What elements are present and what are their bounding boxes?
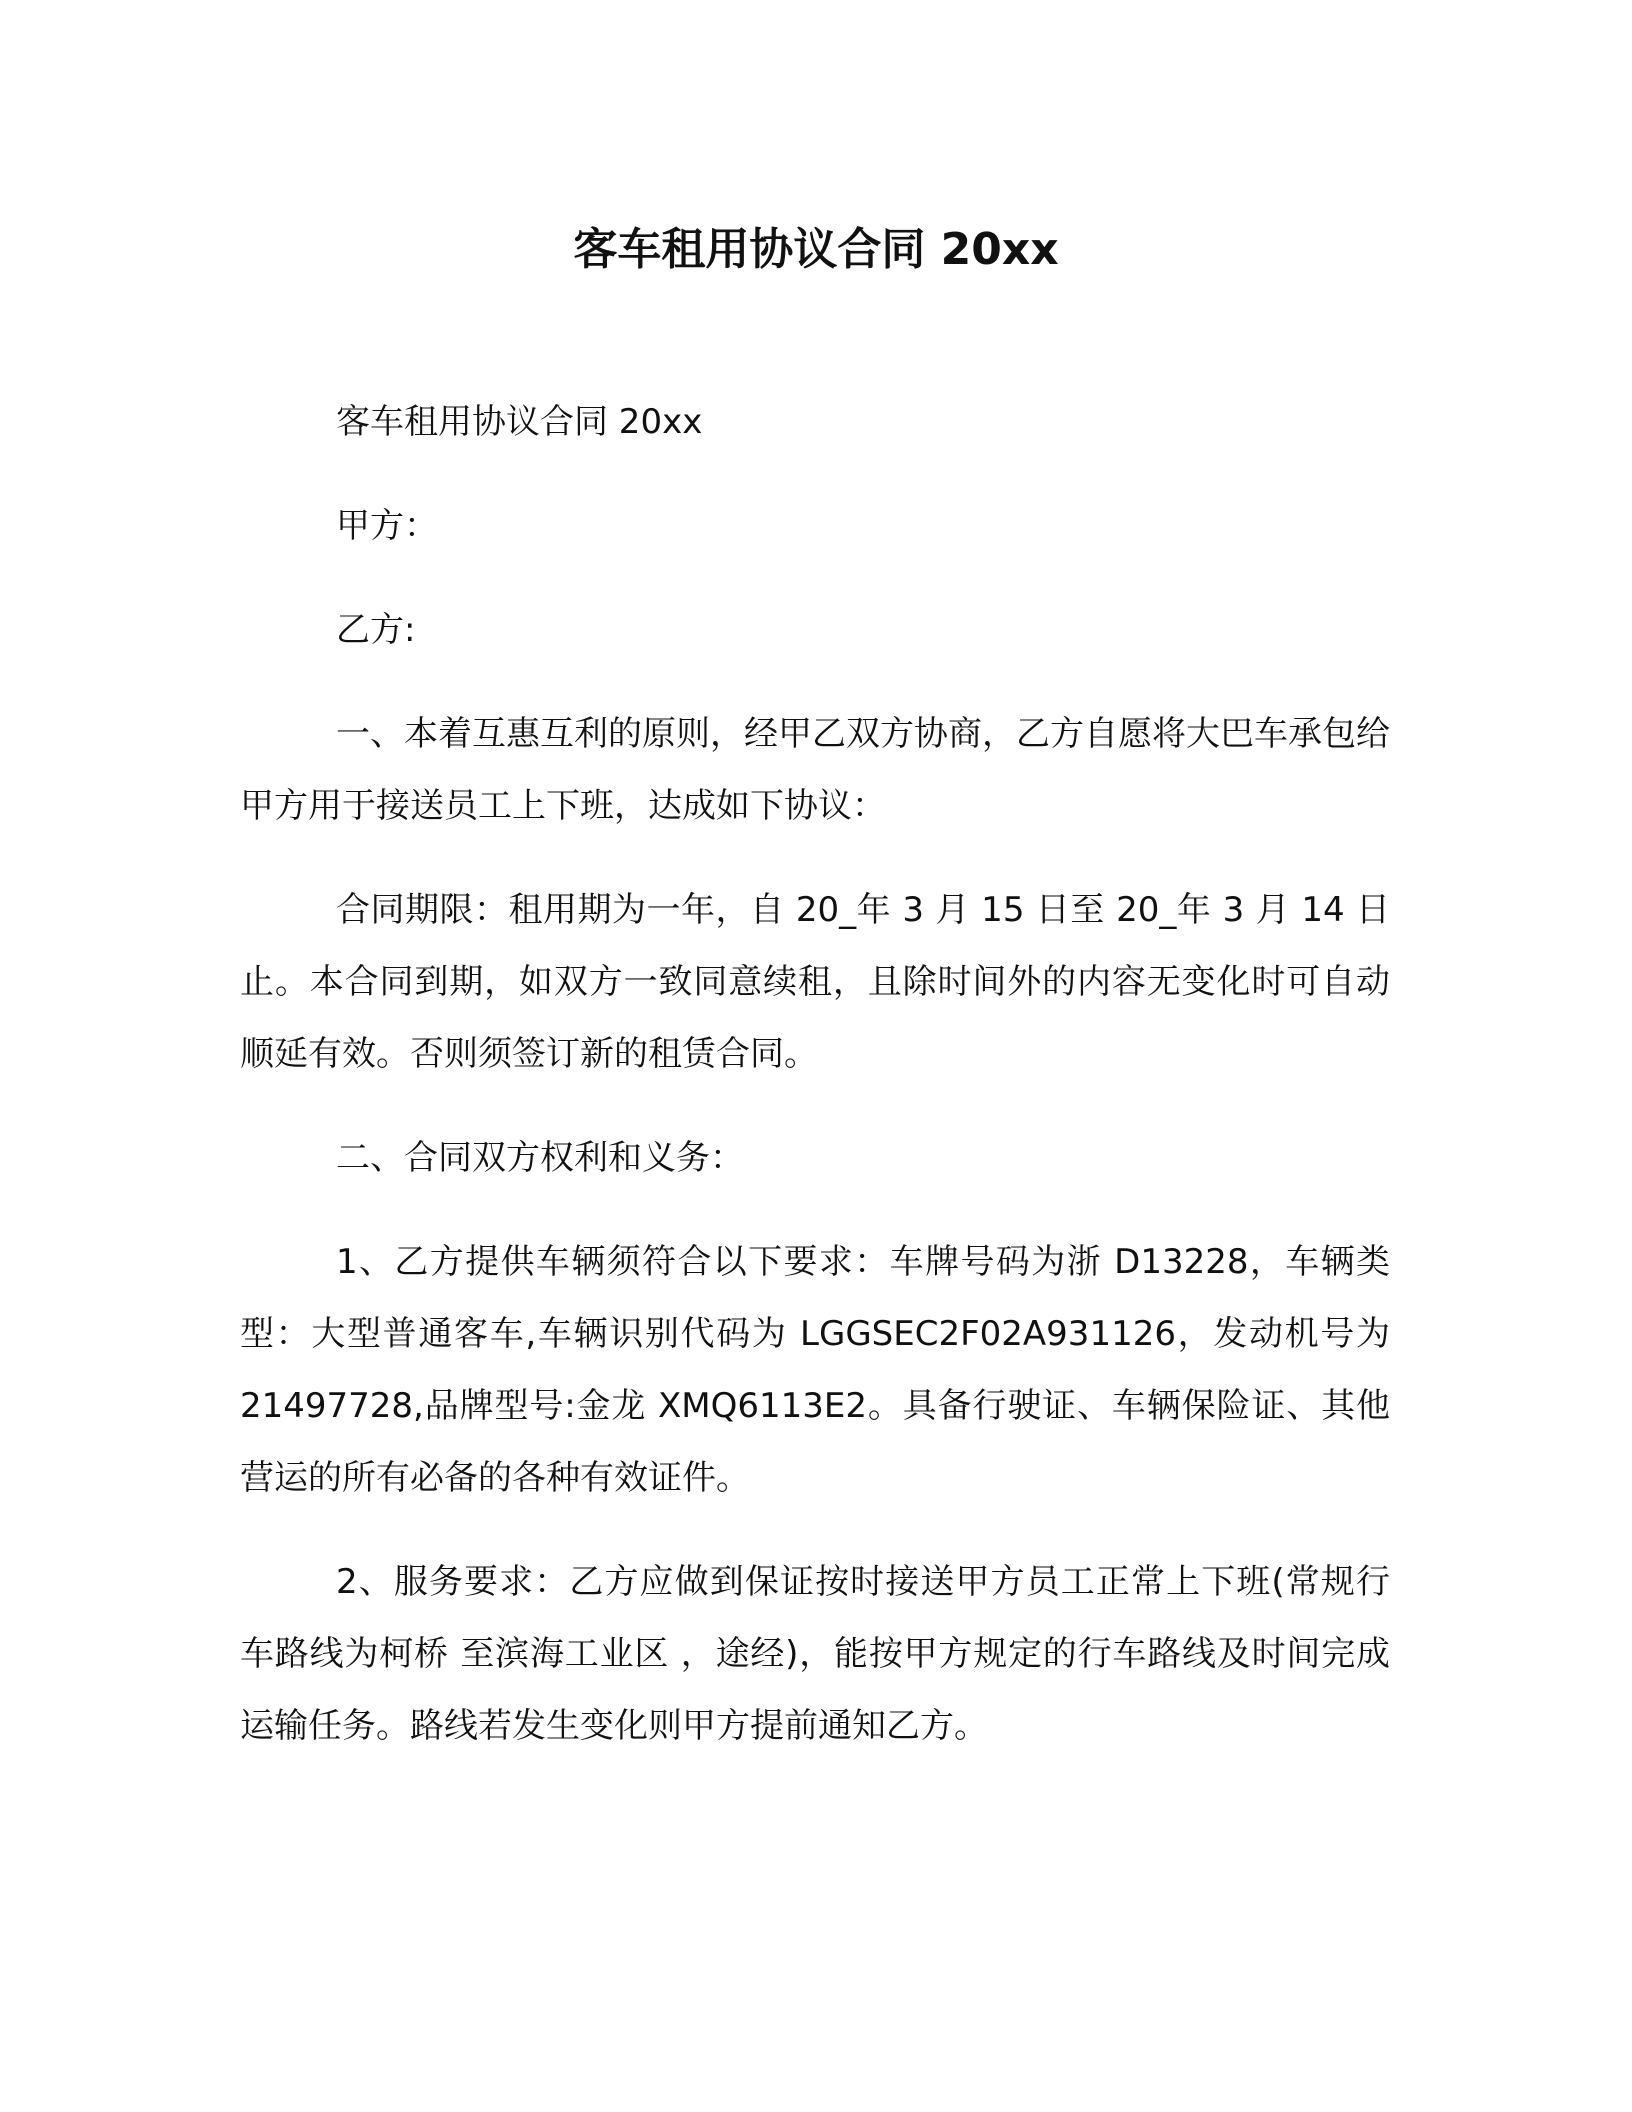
clause-two-heading: 二、合同双方权利和义务： — [336, 1138, 744, 1178]
document-title: 客车租用协议合同 20xx — [573, 224, 1059, 275]
document-subtitle: 客车租用协议合同 20xx — [336, 402, 703, 442]
vehicle-requirements-clause: 1、乙方提供车辆须符合以下要求：车牌号码为浙 D13228，车辆类型：大型普通客车,车辆识别代码为 LGGSEC2F02A931126，发动机号为 21497728,品牌型号:金龙 XMQ6113E2。具备行驶证、车辆保险证、其他营运的所有必备的各种有效证件。 — [240, 1242, 1390, 1498]
service-requirements-clause: 2、服务要求：乙方应做到保证按时接送甲方员工正常上下班(常规行车路线为柯桥 至滨海工业区 ，途经)，能按甲方规定的行车路线及时间完成运输任务。路线若发生变化则甲方提前通知乙方。 — [240, 1562, 1390, 1746]
party-a-line: 甲方： — [336, 506, 438, 546]
party-b-line: 乙方: — [336, 610, 416, 650]
contract-term-clause: 合同期限：租用期为一年，自 20_年 3 月 15 日至 20_年 3 月 14 日止。本合同到期，如双方一致同意续租，且除时间外的内容无变化时可自动顺延有效。否则须签订新的租赁合同。 — [240, 890, 1390, 1074]
document-body — [240, 386, 1390, 1794]
clause-one: 一、本着互惠互利的原则，经甲乙双方协商，乙方自愿将大巴车承包给甲方用于接送员工上下班，达成如下协议： — [240, 714, 1390, 826]
